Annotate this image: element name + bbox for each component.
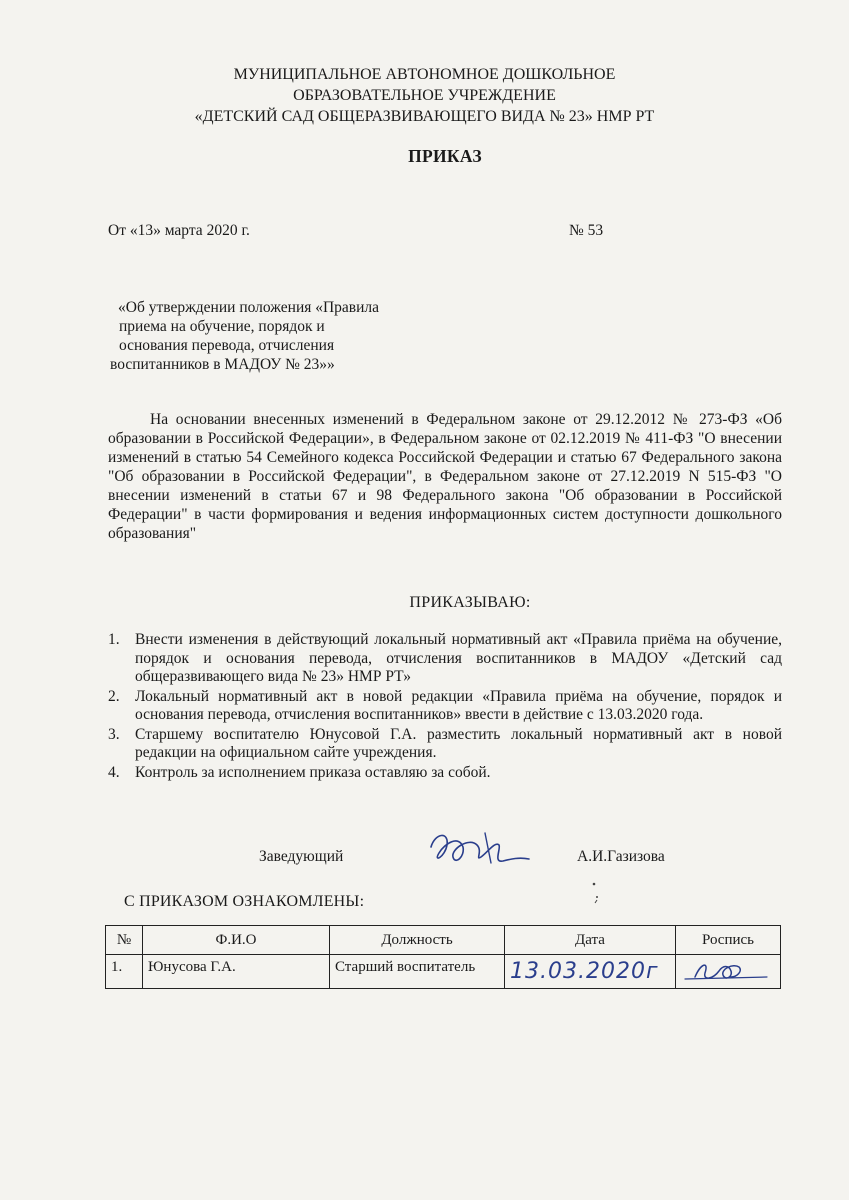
header-line-2: ОБРАЗОВАТЕЛЬНОЕ УЧРЕЖДЕНИЕ bbox=[293, 87, 556, 104]
table-row bbox=[106, 955, 781, 989]
order-items-list bbox=[108, 631, 782, 783]
item-number: 4. bbox=[108, 763, 120, 781]
column-header-signature: Роспись bbox=[676, 926, 781, 955]
item-text: Контроль за исполнением приказа оставляю за собой. bbox=[135, 763, 491, 781]
pen-mark-icon bbox=[590, 880, 602, 904]
cell-number: 1. bbox=[106, 955, 143, 989]
subject-line-2: приема на обучение, порядок и bbox=[119, 318, 325, 335]
cell-signature bbox=[676, 955, 781, 989]
order-directive: ПРИКАЗЫВАЮ: bbox=[409, 594, 531, 611]
order-number: № 53 bbox=[569, 222, 604, 239]
cell-position: Старший воспитатель bbox=[330, 955, 505, 989]
header-line-1: МУНИЦИПАЛЬНОЕ АВТОНОМНОЕ ДОШКОЛЬНОЕ bbox=[233, 66, 616, 83]
organization-header bbox=[0, 64, 849, 127]
item-number: 1. bbox=[108, 631, 120, 648]
order-date: От «13» марта 2020 г. bbox=[108, 222, 250, 239]
signatory-name: А.И.Газизова bbox=[577, 848, 665, 865]
item-number: 3. bbox=[108, 725, 120, 743]
column-header-name: Ф.И.О bbox=[143, 926, 330, 955]
table-header-row bbox=[106, 926, 781, 955]
handwritten-date: 13.03.2020г bbox=[510, 959, 659, 984]
cell-name: Юнусова Г.А. bbox=[143, 955, 330, 989]
header-line-3: «ДЕТСКИЙ САД ОБЩЕРАЗВИВАЮЩЕГО ВИДА № 23» НМР РТ bbox=[194, 108, 655, 125]
subject-line-3: основания перевода, отчисления bbox=[119, 337, 335, 354]
subject-line-4: воспитанников в МАДОУ № 23»» bbox=[110, 356, 335, 373]
list-item bbox=[108, 726, 782, 763]
item-text: Внести изменения в действующий локальный нормативный акт «Правила приёма на обучение, порядок и основания перевода, отчисления воспитанников в МАДОУ «Детский сад общеразвивающего вида № 23» НМР РТ» bbox=[135, 631, 782, 685]
column-header-number: № bbox=[106, 926, 143, 955]
list-item bbox=[108, 631, 782, 687]
item-text: Локальный нормативный акт в новой редакции «Правила приёма на обучение, порядок и основания перевода, отчисления воспитанников» ввести в действие с 13.03.2020 года. bbox=[135, 687, 782, 723]
list-item bbox=[108, 688, 782, 725]
order-basis-paragraph: На основании внесенных изменений в Федеральном законе от 29.12.2012 № 273-ФЗ «Об образовании в Российской Федерации», в Федеральном законе от 02.12.2019 № 411-ФЗ "О внесении изменений в статью 54 Семейного кодекса Российской Федерации и статью 67 Федерального закона "Об образовании в Российской Федерации", в Федеральном законе от 27.12.2019 N 515-ФЗ "О внесении изменений в статьи 67 и 98 Федерального закона "Об образовании в Российской Федерации" в части формирования и ведения информационных систем доступности дошкольного образования" bbox=[108, 411, 782, 542]
handwritten-signature bbox=[425, 827, 535, 873]
subject-line-1: «Об утверждении положения «Правила bbox=[118, 299, 380, 316]
column-header-position: Должность bbox=[330, 926, 505, 955]
document-title: ПРИКАЗ bbox=[408, 146, 482, 166]
acquainted-label: С ПРИКАЗОМ ОЗНАКОМЛЕНЫ: bbox=[124, 893, 365, 910]
list-item bbox=[108, 764, 782, 783]
handwritten-signature bbox=[681, 959, 771, 983]
acquaintance-table bbox=[105, 925, 781, 989]
item-number: 2. bbox=[108, 687, 120, 705]
column-header-date: Дата bbox=[505, 926, 676, 955]
cell-date bbox=[505, 955, 676, 989]
item-text: Старшему воспитателю Юнусовой Г.А. разместить локальный нормативный акт в новой редакции на официальном сайте учреждения. bbox=[135, 725, 782, 761]
signatory-position: Заведующий bbox=[259, 848, 344, 865]
order-subject bbox=[108, 298, 428, 374]
